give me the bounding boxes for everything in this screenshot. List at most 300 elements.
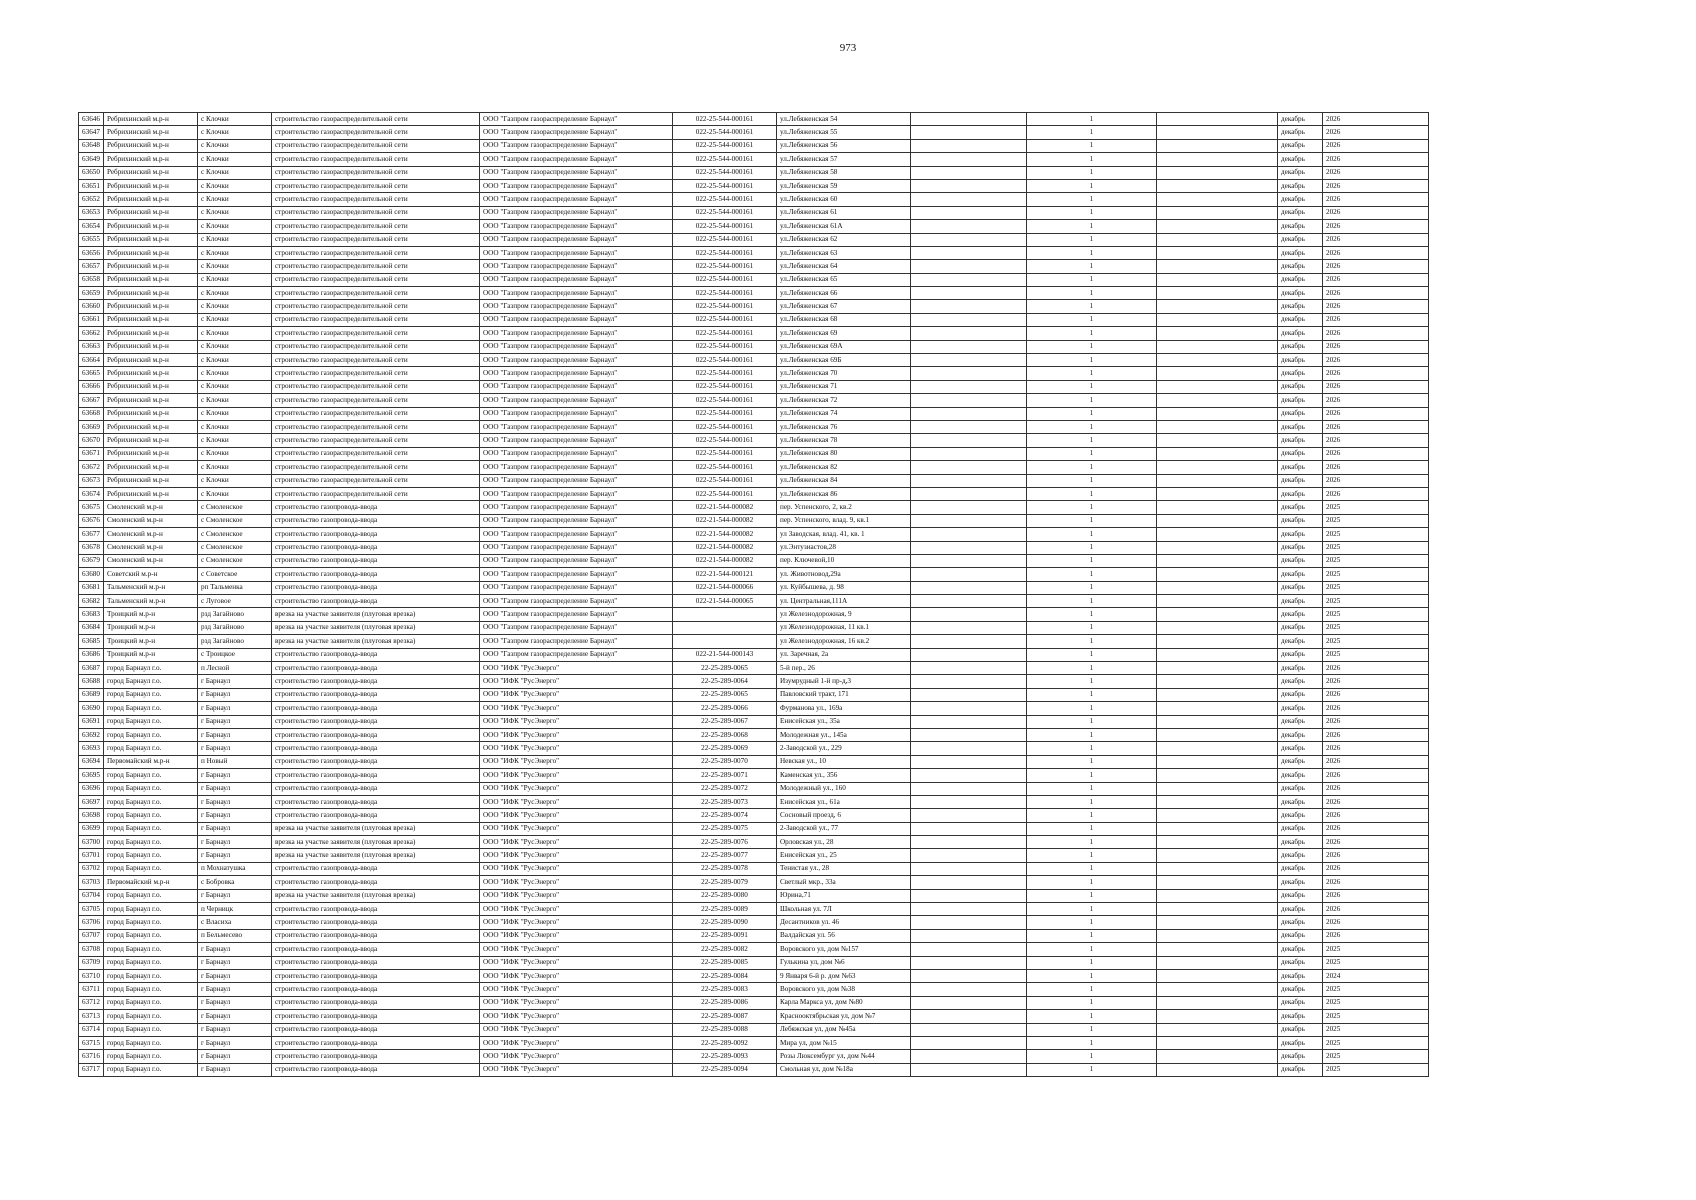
address: Десантников ул. 46 (776, 916, 910, 929)
permit-number: 022-21-544-000065 (672, 595, 776, 608)
quantity: 1 (1026, 621, 1156, 634)
work-type: строительство газопровода-ввода (271, 702, 479, 715)
quantity: 1 (1026, 822, 1156, 835)
permit-number: 022-25-544-000161 (672, 193, 776, 206)
blank-cell (910, 996, 1026, 1009)
settlement: с Смоленское (197, 541, 271, 554)
row-number: 63656 (79, 246, 104, 259)
quantity: 1 (1026, 1050, 1156, 1063)
settlement: с Луговое (197, 595, 271, 608)
table-row (79, 769, 1429, 782)
district: город Барнаул г.о. (103, 889, 197, 902)
year: 2026 (1322, 246, 1428, 259)
settlement: с Бобровка (197, 876, 271, 889)
blank-cell (1156, 662, 1277, 675)
district: Ребрихинский м.р-н (103, 220, 197, 233)
organization: ООО "Газпром газораспределение Барнаул" (479, 166, 672, 179)
settlement: с Клочки (197, 193, 271, 206)
blank-cell (1156, 916, 1277, 929)
blank-cell (1156, 755, 1277, 768)
permit-number: 22-25-289-0091 (672, 929, 776, 942)
address: Фурманова ул., 169а (776, 702, 910, 715)
blank-cell (910, 836, 1026, 849)
blank-cell (910, 849, 1026, 862)
permit-number (672, 621, 776, 634)
year: 2025 (1322, 996, 1428, 1009)
organization: ООО "Газпром газораспределение Барнаул" (479, 528, 672, 541)
permit-number: 022-21-544-000066 (672, 581, 776, 594)
work-type: строительство газопровода-ввода (271, 809, 479, 822)
row-number: 63689 (79, 688, 104, 701)
blank-cell (910, 916, 1026, 929)
work-type: строительство газопровода-ввода (271, 595, 479, 608)
row-number: 63704 (79, 889, 104, 902)
quantity: 1 (1026, 970, 1156, 983)
blank-cell (910, 1023, 1026, 1036)
organization: ООО "Газпром газораспределение Барнаул" (479, 193, 672, 206)
month: декабрь (1277, 1023, 1322, 1036)
blank-cell (1156, 153, 1277, 166)
address: ул.Лебяженская 69А (776, 340, 910, 353)
quantity: 1 (1026, 354, 1156, 367)
district: город Барнаул г.о. (103, 1036, 197, 1049)
table-row (79, 300, 1429, 313)
work-type: врезка на участке заявителя (плуговая врезка) (271, 822, 479, 835)
year: 2026 (1322, 313, 1428, 326)
organization: ООО "Газпром газораспределение Барнаул" (479, 434, 672, 447)
row-number: 63679 (79, 554, 104, 567)
year: 2025 (1322, 581, 1428, 594)
blank-cell (910, 688, 1026, 701)
blank-cell (910, 795, 1026, 808)
address: Розы Люксембург ул, дом №44 (776, 1050, 910, 1063)
row-number: 63685 (79, 635, 104, 648)
permit-number: 022-25-544-000161 (672, 179, 776, 192)
month: декабрь (1277, 260, 1322, 273)
organization: ООО "ИФК "РусЭнерго" (479, 956, 672, 969)
quantity: 1 (1026, 260, 1156, 273)
table-row (79, 153, 1429, 166)
settlement: с Клочки (197, 380, 271, 393)
district: Советский м.р-н (103, 568, 197, 581)
year: 2026 (1322, 675, 1428, 688)
table-row (79, 849, 1429, 862)
year: 2025 (1322, 956, 1428, 969)
year: 2026 (1322, 702, 1428, 715)
address: Изумрудный 1-й пр-д,3 (776, 675, 910, 688)
address: Павловский тракт, 171 (776, 688, 910, 701)
work-type: строительство газораспределительной сети (271, 260, 479, 273)
quantity: 1 (1026, 394, 1156, 407)
year: 2026 (1322, 300, 1428, 313)
month: декабрь (1277, 608, 1322, 621)
table-row (79, 447, 1429, 460)
district: город Барнаул г.о. (103, 836, 197, 849)
permit-number: 22-25-289-0067 (672, 715, 776, 728)
work-type: строительство газораспределительной сети (271, 380, 479, 393)
address: ул.Лебяженская 59 (776, 179, 910, 192)
district: Ребрихинский м.р-н (103, 327, 197, 340)
permit-number: 022-25-544-000161 (672, 394, 776, 407)
table-row (79, 501, 1429, 514)
blank-cell (910, 929, 1026, 942)
month: декабрь (1277, 795, 1322, 808)
settlement: г Барнаул (197, 970, 271, 983)
work-type: строительство газораспределительной сети (271, 233, 479, 246)
district: Ребрихинский м.р-н (103, 354, 197, 367)
district: Смоленский м.р-н (103, 528, 197, 541)
address: Школьная ул. 7Л (776, 903, 910, 916)
quantity: 1 (1026, 943, 1156, 956)
settlement: с Клочки (197, 126, 271, 139)
year: 2026 (1322, 153, 1428, 166)
table-row (79, 809, 1429, 822)
year: 2026 (1322, 889, 1428, 902)
work-type: строительство газораспределительной сети (271, 340, 479, 353)
table-row (79, 420, 1429, 433)
organization: ООО "ИФК "РусЭнерго" (479, 795, 672, 808)
address: ул.Лебяженская 56 (776, 139, 910, 152)
permit-number: 022-25-544-000161 (672, 487, 776, 500)
blank-cell (1156, 206, 1277, 219)
year: 2026 (1322, 367, 1428, 380)
blank-cell (1156, 996, 1277, 1009)
month: декабрь (1277, 849, 1322, 862)
blank-cell (910, 608, 1026, 621)
year: 2026 (1322, 849, 1428, 862)
settlement: с Клочки (197, 461, 271, 474)
blank-cell (910, 126, 1026, 139)
permit-number: 022-25-544-000161 (672, 420, 776, 433)
year: 2026 (1322, 461, 1428, 474)
permit-number: 22-25-289-0082 (672, 943, 776, 956)
month: декабрь (1277, 220, 1322, 233)
blank-cell (910, 420, 1026, 433)
settlement: г Барнаул (197, 889, 271, 902)
row-number: 63678 (79, 541, 104, 554)
row-number: 63699 (79, 822, 104, 835)
quantity: 1 (1026, 862, 1156, 875)
quantity: 1 (1026, 849, 1156, 862)
year: 2026 (1322, 487, 1428, 500)
row-number: 63702 (79, 862, 104, 875)
organization: ООО "Газпром газораспределение Барнаул" (479, 407, 672, 420)
year: 2025 (1322, 983, 1428, 996)
district: Ребрихинский м.р-н (103, 193, 197, 206)
month: декабрь (1277, 434, 1322, 447)
blank-cell (910, 220, 1026, 233)
blank-cell (910, 1063, 1026, 1076)
row-number: 63648 (79, 139, 104, 152)
work-type: строительство газопровода-ввода (271, 662, 479, 675)
organization: ООО "Газпром газораспределение Барнаул" (479, 514, 672, 527)
blank-cell (910, 621, 1026, 634)
month: декабрь (1277, 528, 1322, 541)
district: Ребрихинский м.р-н (103, 447, 197, 460)
table-row (79, 394, 1429, 407)
settlement: с Клочки (197, 260, 271, 273)
organization: ООО "Газпром газораспределение Барнаул" (479, 340, 672, 353)
organization: ООО "ИФК "РусЭнерго" (479, 822, 672, 835)
blank-cell (1156, 367, 1277, 380)
address: 9 Января 6-й р. дом №63 (776, 970, 910, 983)
work-type: строительство газопровода-ввода (271, 541, 479, 554)
work-type: строительство газопровода-ввода (271, 688, 479, 701)
district: Ребрихинский м.р-н (103, 407, 197, 420)
work-type: строительство газораспределительной сети (271, 246, 479, 259)
settlement: с Смоленское (197, 514, 271, 527)
blank-cell (1156, 889, 1277, 902)
quantity: 1 (1026, 916, 1156, 929)
permit-number: 22-25-289-0088 (672, 1023, 776, 1036)
work-type: строительство газораспределительной сети (271, 474, 479, 487)
district: город Барнаул г.о. (103, 1010, 197, 1023)
settlement: с Клочки (197, 487, 271, 500)
row-number: 63676 (79, 514, 104, 527)
year: 2026 (1322, 420, 1428, 433)
table-row (79, 795, 1429, 808)
blank-cell (1156, 809, 1277, 822)
district: Смоленский м.р-н (103, 541, 197, 554)
permit-number: 022-21-544-000082 (672, 554, 776, 567)
blank-cell (910, 755, 1026, 768)
blank-cell (1156, 970, 1277, 983)
organization: ООО "ИФК "РусЭнерго" (479, 849, 672, 862)
table-row (79, 568, 1429, 581)
permit-number: 22-25-289-0084 (672, 970, 776, 983)
blank-cell (1156, 702, 1277, 715)
row-number: 63715 (79, 1036, 104, 1049)
permit-number: 022-25-544-000161 (672, 246, 776, 259)
district: Ребрихинский м.р-н (103, 380, 197, 393)
blank-cell (910, 380, 1026, 393)
blank-cell (1156, 501, 1277, 514)
permit-number: 022-25-544-000161 (672, 220, 776, 233)
table-row (79, 648, 1429, 661)
blank-cell (1156, 340, 1277, 353)
settlement: п Новый (197, 755, 271, 768)
month: декабрь (1277, 193, 1322, 206)
blank-cell (1156, 246, 1277, 259)
blank-cell (1156, 179, 1277, 192)
district: город Барнаул г.о. (103, 929, 197, 942)
month: декабрь (1277, 996, 1322, 1009)
blank-cell (1156, 313, 1277, 326)
table-row (79, 461, 1429, 474)
settlement: с Клочки (197, 273, 271, 286)
blank-cell (910, 287, 1026, 300)
blank-cell (1156, 956, 1277, 969)
quantity: 1 (1026, 139, 1156, 152)
blank-cell (910, 635, 1026, 648)
month: декабрь (1277, 340, 1322, 353)
work-type: строительство газораспределительной сети (271, 367, 479, 380)
work-type: строительство газопровода-ввода (271, 1023, 479, 1036)
settlement: с Клочки (197, 206, 271, 219)
address: ул.Лебяженская 62 (776, 233, 910, 246)
year: 2025 (1322, 635, 1428, 648)
blank-cell (910, 179, 1026, 192)
quantity: 1 (1026, 581, 1156, 594)
row-number: 63649 (79, 153, 104, 166)
organization: ООО "Газпром газораспределение Барнаул" (479, 354, 672, 367)
organization: ООО "ИФК "РусЭнерго" (479, 862, 672, 875)
district: город Барнаул г.о. (103, 675, 197, 688)
blank-cell (910, 246, 1026, 259)
month: декабрь (1277, 273, 1322, 286)
row-number: 63646 (79, 113, 104, 126)
blank-cell (910, 903, 1026, 916)
blank-cell (1156, 849, 1277, 862)
table-row (79, 862, 1429, 875)
row-number: 63696 (79, 782, 104, 795)
address: 5-й пер., 26 (776, 662, 910, 675)
month: декабрь (1277, 688, 1322, 701)
row-number: 63665 (79, 367, 104, 380)
row-number: 63651 (79, 179, 104, 192)
organization: ООО "ИФК "РусЭнерго" (479, 688, 672, 701)
address: ул.Лебяженская 70 (776, 367, 910, 380)
work-type: врезка на участке заявителя (плуговая врезка) (271, 889, 479, 902)
month: декабрь (1277, 581, 1322, 594)
district: город Барнаул г.о. (103, 662, 197, 675)
settlement: рзд Загайново (197, 621, 271, 634)
year: 2026 (1322, 179, 1428, 192)
permit-number: 022-21-544-000082 (672, 514, 776, 527)
month: декабрь (1277, 327, 1322, 340)
quantity: 1 (1026, 608, 1156, 621)
permit-number: 022-25-544-000161 (672, 166, 776, 179)
work-type: врезка на участке заявителя (плуговая врезка) (271, 621, 479, 634)
district: город Барнаул г.о. (103, 943, 197, 956)
district: Троицкий м.р-н (103, 635, 197, 648)
quantity: 1 (1026, 420, 1156, 433)
organization: ООО "ИФК "РусЭнерго" (479, 836, 672, 849)
address: Краснооктябрьская ул, дом №7 (776, 1010, 910, 1023)
settlement: г Барнаул (197, 742, 271, 755)
month: декабрь (1277, 715, 1322, 728)
table-row (79, 541, 1429, 554)
district: Ребрихинский м.р-н (103, 461, 197, 474)
work-type: строительство газораспределительной сети (271, 287, 479, 300)
quantity: 1 (1026, 836, 1156, 849)
district: город Барнаул г.о. (103, 983, 197, 996)
settlement: с Смоленское (197, 501, 271, 514)
settlement: рзд Загайново (197, 608, 271, 621)
blank-cell (910, 273, 1026, 286)
blank-cell (1156, 354, 1277, 367)
quantity: 1 (1026, 769, 1156, 782)
work-type: строительство газопровода-ввода (271, 903, 479, 916)
organization: ООО "Газпром газораспределение Барнаул" (479, 260, 672, 273)
work-type: врезка на участке заявителя (плуговая врезка) (271, 849, 479, 862)
district: город Барнаул г.о. (103, 782, 197, 795)
settlement: с Клочки (197, 166, 271, 179)
year: 2026 (1322, 688, 1428, 701)
blank-cell (910, 367, 1026, 380)
settlement: с Клочки (197, 153, 271, 166)
blank-cell (1156, 903, 1277, 916)
year: 2024 (1322, 970, 1428, 983)
table-row (79, 675, 1429, 688)
permit-number: 022-25-544-000161 (672, 380, 776, 393)
settlement: с Клочки (197, 313, 271, 326)
address: пер. Успенского, 2, кв.2 (776, 501, 910, 514)
month: декабрь (1277, 983, 1322, 996)
blank-cell (1156, 139, 1277, 152)
address: Лебяжская ул, дом №45а (776, 1023, 910, 1036)
organization: ООО "Газпром газораспределение Барнаул" (479, 474, 672, 487)
table-row (79, 380, 1429, 393)
table-row (79, 782, 1429, 795)
blank-cell (1156, 876, 1277, 889)
quantity: 1 (1026, 876, 1156, 889)
quantity: 1 (1026, 728, 1156, 741)
organization: ООО "Газпром газораспределение Барнаул" (479, 139, 672, 152)
table-row (79, 956, 1429, 969)
settlement: с Власиха (197, 916, 271, 929)
quantity: 1 (1026, 595, 1156, 608)
blank-cell (1156, 273, 1277, 286)
blank-cell (910, 354, 1026, 367)
district: Тальменский м.р-н (103, 581, 197, 594)
month: декабрь (1277, 755, 1322, 768)
settlement: с Троицкое (197, 648, 271, 661)
year: 2026 (1322, 407, 1428, 420)
address: ул.Лебяженская 82 (776, 461, 910, 474)
district: город Барнаул г.о. (103, 769, 197, 782)
row-number: 63661 (79, 313, 104, 326)
row-number: 63691 (79, 715, 104, 728)
month: декабрь (1277, 514, 1322, 527)
blank-cell (910, 394, 1026, 407)
blank-cell (1156, 1036, 1277, 1049)
permit-number: 22-25-289-0071 (672, 769, 776, 782)
row-number: 63690 (79, 702, 104, 715)
table-row (79, 728, 1429, 741)
district: город Барнаул г.о. (103, 996, 197, 1009)
district: город Барнаул г.о. (103, 916, 197, 929)
blank-cell (1156, 554, 1277, 567)
district: город Барнаул г.о. (103, 822, 197, 835)
blank-cell (910, 260, 1026, 273)
permit-number: 022-25-544-000161 (672, 260, 776, 273)
year: 2026 (1322, 287, 1428, 300)
permit-number: 022-25-544-000161 (672, 113, 776, 126)
organization: ООО "ИФК "РусЭнерго" (479, 996, 672, 1009)
permit-number: 022-25-544-000161 (672, 327, 776, 340)
row-number: 63687 (79, 662, 104, 675)
table-row (79, 528, 1429, 541)
quantity: 1 (1026, 434, 1156, 447)
blank-cell (910, 702, 1026, 715)
quantity: 1 (1026, 367, 1156, 380)
work-type: строительство газораспределительной сети (271, 193, 479, 206)
blank-cell (910, 648, 1026, 661)
address: ул.Лебяженская 71 (776, 380, 910, 393)
year: 2026 (1322, 113, 1428, 126)
permit-number: 022-25-544-000161 (672, 447, 776, 460)
settlement: г Барнаул (197, 836, 271, 849)
row-number: 63714 (79, 1023, 104, 1036)
organization: ООО "Газпром газораспределение Барнаул" (479, 394, 672, 407)
blank-cell (910, 742, 1026, 755)
blank-cell (910, 501, 1026, 514)
year: 2025 (1322, 1050, 1428, 1063)
settlement: с Смоленское (197, 528, 271, 541)
blank-cell (910, 193, 1026, 206)
district: Ребрихинский м.р-н (103, 487, 197, 500)
